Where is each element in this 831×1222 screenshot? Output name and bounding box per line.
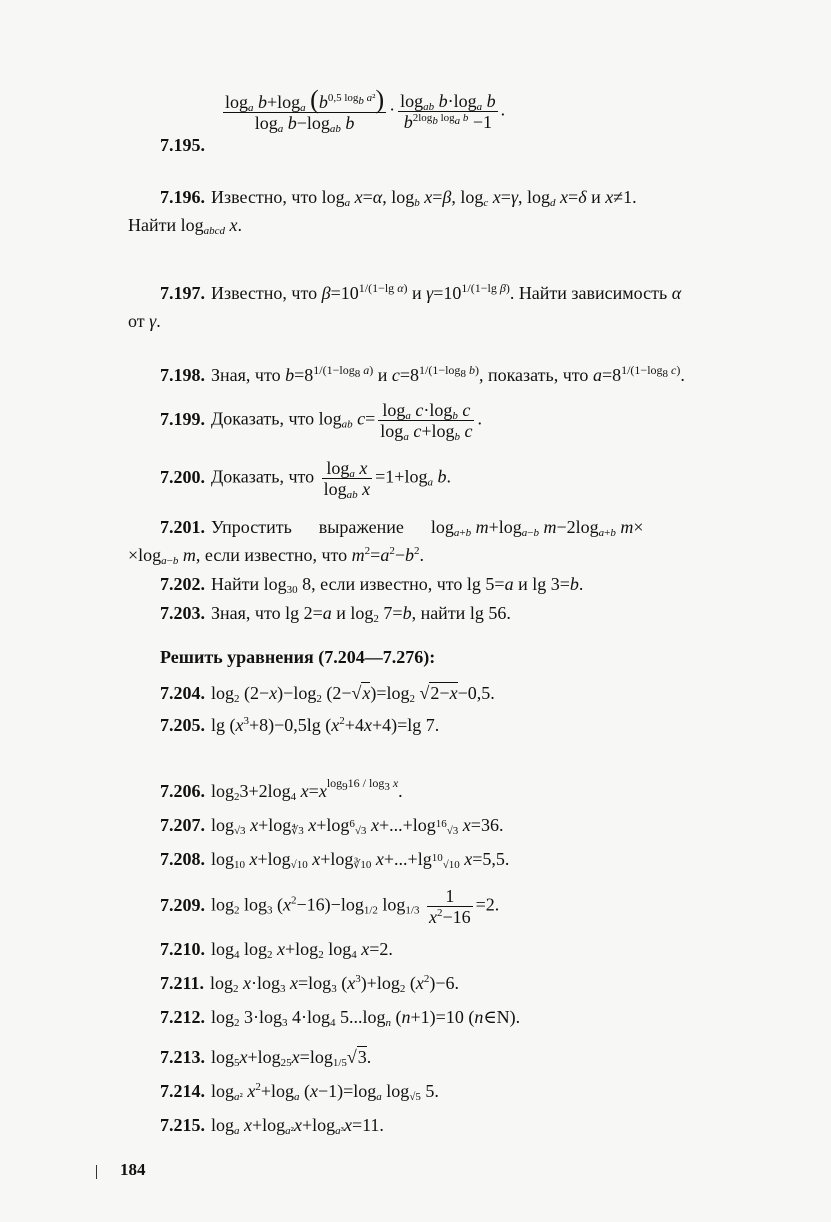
- problem-number: 7.204.: [160, 683, 205, 703]
- problem-7-196-cont: Найти $\log_{abcd} x$.: [128, 215, 243, 237]
- problem-7-198: 7.198. Зная, что $b=8^{1/(1-log_8 a)}$ и $c=8^{1/(1-log_8 b)}$, показать, что $a=8^{1/(1-log_8 c)}$.: [160, 363, 685, 385]
- problem-7-210: 7.210. $\log_4 \log_2 x+\log_2$ $\log_4 x=2$.: [160, 939, 393, 961]
- problem-number: 7.196.: [160, 187, 205, 207]
- problem-7-200: 7.200. Доказать, что $\frac{\log_a x}{\log_{ab} x}$ $=1+\log_a$ b.: [160, 458, 451, 501]
- problem-number: 7.208.: [160, 849, 205, 869]
- problem-7-196: 7.196. Известно, что $\log_a x=\alpha$, $\log_b x=\beta$, $\log_c x=\gamma$, $\log_d x=\delta$ и x≠1.: [160, 187, 637, 209]
- problem-7-211: 7.211. $\log_2 x\cdot\log_3$ $x=\log_3$ $(x^3)+\log_2$ $(x^2)-6$.: [160, 973, 459, 995]
- problem-7-205: 7.205. $\lg (x^3+8)-0,5\lg$ $(x^2+4x+4)=\lg$ 7.: [160, 715, 440, 735]
- problem-7-201: 7.201. Упростить выражение $\log_{a+b} m+\log_{a-b}$ $m-2\log_{a+b}$ m×: [160, 517, 644, 539]
- problem-7-213: 7.213. $\log_5x+\log_{25}x=\log_{1/5}√3$.: [160, 1047, 372, 1069]
- section-heading: Решить уравнения (7.204—7.276):: [160, 647, 436, 667]
- problem-number: 7.207.: [160, 815, 205, 835]
- problem-7-207: 7.207. $\log_{√3} x+\log_{∜3}$ $x+\log_{^6√3}$ $x+...+\log_{^{16}√3}$ x=36.: [160, 815, 504, 837]
- problem-number: 7.206.: [160, 781, 205, 801]
- problem-7-204: 7.204. $\log_2 (2-x)-\log_2$ $(2-√x)=\log_2$ √2−x−0,5.: [160, 683, 495, 705]
- problem-number: 7.197.: [160, 283, 205, 303]
- problem-7-197: 7.197. Известно, что $\beta=10^{1/(1-lg \alpha)}$ и $\gamma=10^{1/(1-lg \beta)}$. Найти зависимость α: [160, 281, 682, 303]
- problem-number: 7.199.: [160, 408, 205, 429]
- problem-number: 7.215.: [160, 1115, 205, 1135]
- problem-7-203: 7.203. Зная, что lg 2=a и $\log_2 7=b$, найти lg 56.: [160, 603, 511, 625]
- problem-number: 7.214.: [160, 1081, 205, 1101]
- problem-7-208: 7.208. $\log_{10} x+\log_{√10}$ $x+\log_{∛10}$ $x+...+\lg_{^{10}√10}$ x=5,5.: [160, 849, 510, 871]
- margin-mark: [96, 1165, 97, 1179]
- problem-7-212: 7.212. $\log_2 3\cdot\log_3$ $4\cdot\log_4$ $5...\log_n$ (n+1)=10 (n∈N).: [160, 1007, 521, 1029]
- problem-7-201-cont: $\times\log_{a-b}$ m, если известно, что $m^2=a^2-b^2$.: [128, 545, 424, 567]
- problem-number: 7.201.: [160, 517, 205, 537]
- problem-number: 7.198.: [160, 365, 205, 385]
- problem-number: 7.200.: [160, 466, 205, 487]
- problem-number: 7.202.: [160, 574, 205, 594]
- problem-number: 7.211.: [160, 973, 205, 993]
- problem-number: 7.210.: [160, 939, 205, 959]
- problem-7-202: 7.202. Найти $\log_{30} 8$, если известно, что lg 5=a и lg 3=b.: [160, 574, 584, 596]
- problem-7-214: 7.214. $\log_{a^2} x^2+\log_a$ $(x-1)=\log_a$ $\log_{√5} 5$.: [160, 1081, 439, 1103]
- problem-number: 7.212.: [160, 1007, 205, 1027]
- problem-number: 7.205.: [160, 715, 205, 735]
- problem-number: 7.203.: [160, 603, 205, 623]
- problem-7-199: 7.199. Доказать, что $\log_{ab} c=$ $\frac{\log_a c\cdot\log_b c}{\log_a c+\log_b c}$ .: [160, 400, 482, 443]
- problem-formula: $\frac{\log_a b+\log_a (b^{0,5 log_b a^2})}{\log_a b-\log_{ab} b}$ · $\frac{\log_{ab} b\cdot\log_a b}{b^{2log_b log_a b} -1}$ .: [225, 85, 506, 135]
- problem-number: 7.209.: [160, 894, 205, 915]
- problem-7-206: 7.206. $\log_23+2\log_4$ $x=x^{log_916 / log_3 x}$.: [160, 776, 403, 803]
- problem-7-215: 7.215. $\log_a x+\log_{a^2}x+\log_{a^3}x=11$.: [160, 1115, 384, 1137]
- problem-number: 7.213.: [160, 1047, 205, 1067]
- page-number: 184: [120, 1160, 146, 1179]
- problem-7-195: [160, 85, 800, 180]
- problem-7-209: 7.209. $\log_2 \log_3 (x^2-16)-\log_{1/2}$ $\log_{1/3}$ $\frac{1}{x^2-16}$ =2.: [160, 886, 500, 927]
- problem-number: 7.195.: [160, 135, 205, 155]
- problem-7-197-cont: от γ.: [128, 311, 161, 331]
